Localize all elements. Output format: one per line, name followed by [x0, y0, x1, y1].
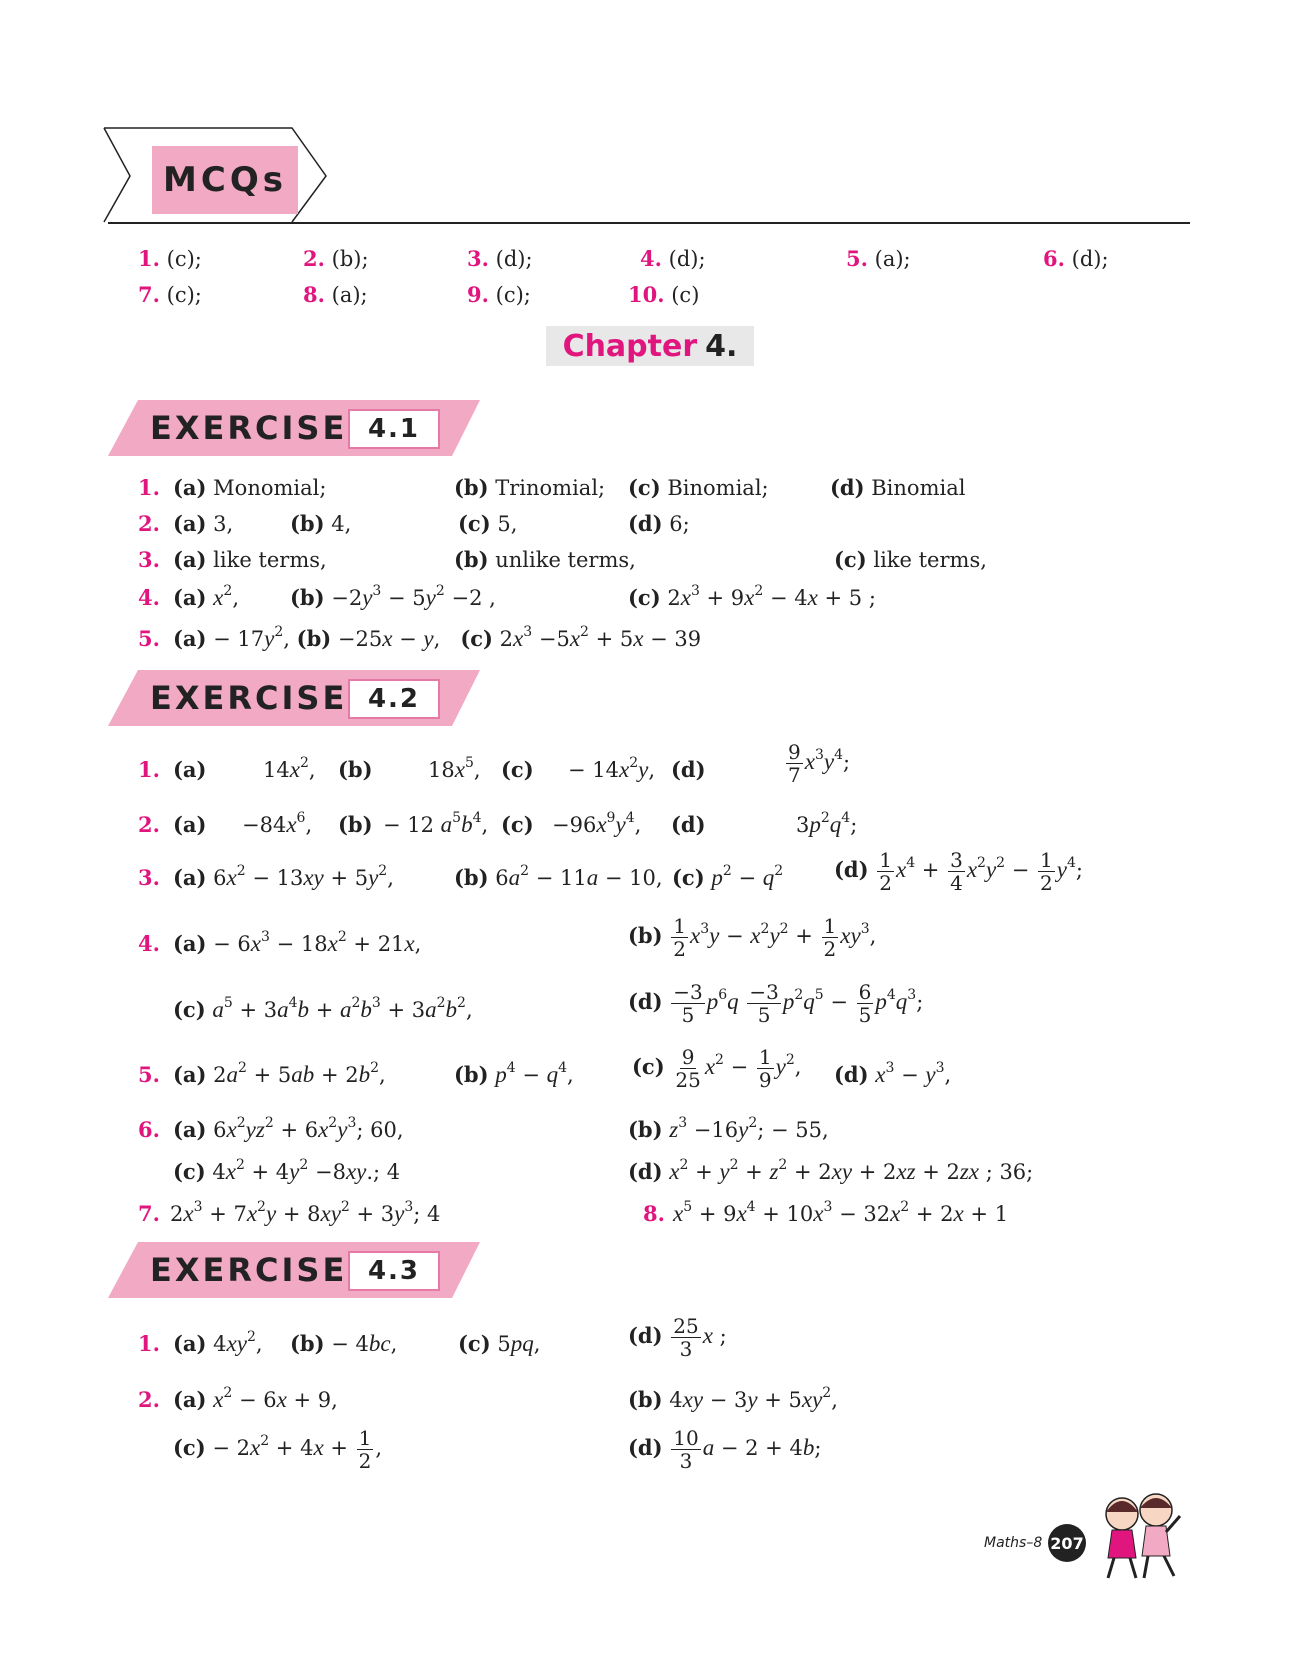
mcq-answer: 6. (d); [1043, 246, 1109, 271]
exercise-number: 4.2 [348, 679, 440, 719]
mcq-answer: 7. (c); [138, 282, 202, 307]
page-number: 207 [1048, 1524, 1086, 1562]
chapter-heading [546, 326, 754, 366]
mcq-answer: 3. (d); [467, 246, 533, 271]
kids-illustration [1090, 1486, 1190, 1586]
mcq-answer: 9. (c); [467, 282, 531, 307]
exercise-number: 4.3 [348, 1251, 440, 1291]
mcq-answer: 8. (a); [303, 282, 368, 307]
chapter-number: 4. [705, 328, 738, 364]
exercise-label: EXERCISE [150, 1251, 348, 1289]
header-rule [108, 222, 1190, 224]
exercise-label: EXERCISE [150, 679, 348, 717]
mcq-answer: 5. (a); [846, 246, 911, 271]
book-title: Maths–8 [984, 1535, 1043, 1551]
mcq-title: MCQs [163, 160, 287, 200]
chapter-word: Chapter [562, 328, 698, 364]
mcq-answer: 2. (b); [303, 246, 369, 271]
mcq-answer: 4. (d); [640, 246, 706, 271]
mcq-answer: 10. (c) [628, 282, 700, 307]
exercise-number: 4.1 [348, 409, 440, 449]
mcq-answer: 1. (c); [138, 246, 202, 271]
exercise-label: EXERCISE [150, 409, 348, 447]
